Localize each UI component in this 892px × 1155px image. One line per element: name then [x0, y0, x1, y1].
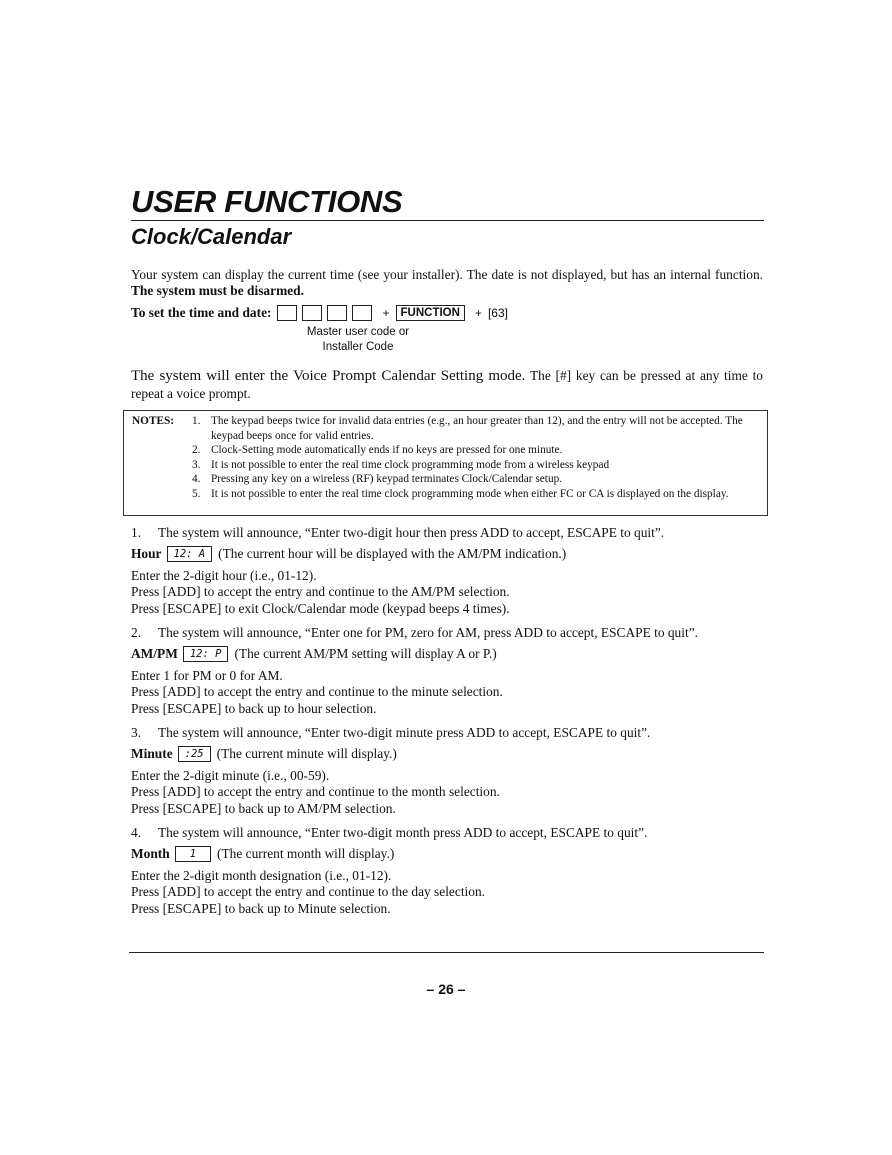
instruction-line: Press [ESCAPE] to back up to AM/PM selection. [131, 800, 396, 816]
step-4-instructions [131, 868, 485, 917]
lcd-display: 12: P [183, 646, 229, 662]
caption-line: Master user code or [306, 326, 410, 338]
field-label: AM/PM [131, 646, 178, 661]
note-number: 1. [192, 415, 201, 427]
section-title: Clock/Calendar [131, 224, 292, 249]
lcd-display: 12: A [167, 546, 213, 562]
field-label: Minute [131, 746, 173, 761]
step-number: 1. [131, 525, 142, 540]
step-2-display-row [131, 645, 497, 663]
note-item [192, 487, 762, 502]
voice-text-large: The system will enter the Voice Prompt Calendar Setting mode. [131, 368, 526, 384]
note-item [192, 458, 762, 473]
step-2-instructions [131, 668, 503, 717]
lcd-display: 1 [175, 846, 211, 862]
step-text: The system will announce, “Enter two-digit hour then press ADD to accept, ESCAPE to quit”. [158, 525, 665, 540]
instruction-line: Enter the 2-digit minute (i.e., 00-59). [131, 768, 330, 783]
footer-divider [129, 952, 764, 953]
note-number: 3. [192, 458, 201, 471]
function-code: [63] [487, 306, 508, 320]
set-time-sequence [131, 303, 508, 323]
plus-sign: + [382, 306, 390, 320]
instruction-line: Enter the 2-digit month designation (i.e., 01-12). [131, 868, 392, 883]
code-caption [303, 325, 413, 355]
note-item [192, 443, 762, 458]
page-number: – 26 – [426, 981, 466, 997]
instruction-line: Press [ADD] to accept the entry and continue to the month selection. [131, 784, 500, 800]
step-2-announce [131, 625, 698, 641]
step-number: 4. [131, 825, 142, 840]
voice-text-small: The [#] key can be pressed at any time to repeat a voice prompt. [131, 368, 763, 401]
note-number: 4. [192, 473, 201, 485]
instruction-line: Enter 1 for PM or 0 for AM. [131, 668, 283, 683]
note-text: Clock-Setting mode automatically ends if no keys are pressed for one minute. [211, 444, 563, 456]
note-text: Pressing any key on a wireless (RF) keypad terminates Clock/Calendar setup. [211, 473, 563, 485]
intro-bold-text: The system must be disarmed. [131, 283, 304, 298]
step-text: The system will announce, “Enter two-digit minute press ADD to accept, ESCAPE to quit”. [158, 725, 651, 740]
code-digit-box-3 [327, 305, 347, 321]
instruction-line: Press [ADD] to accept the entry and continue to the day selection. [131, 884, 485, 900]
display-note: (The current minute will display.) [216, 746, 397, 761]
instruction-line: Press [ESCAPE] to exit Clock/Calendar mode (keypad beeps 4 times). [131, 600, 510, 616]
note-number: 2. [192, 444, 201, 456]
lcd-display: :25 [178, 746, 211, 762]
title-divider [131, 220, 764, 221]
page-title: USER FUNCTIONS [131, 184, 403, 219]
note-text: It is not possible to enter the real time clock programming mode when either FC or CA is displayed on the display. [211, 487, 729, 500]
note-text: The keypad beeps twice for invalid data entries (e.g., an hour greater than 12), and the entry will not be accepted. The keypad beeps once for valid entries. [211, 415, 743, 442]
field-label: Hour [131, 546, 162, 561]
voice-prompt-paragraph [131, 367, 763, 402]
field-label: Month [131, 846, 170, 861]
step-1-instructions [131, 568, 510, 617]
step-3-display-row [131, 745, 397, 763]
step-1-announce [131, 525, 664, 541]
note-item [192, 414, 762, 443]
step-3-announce [131, 725, 650, 741]
display-note: (The current AM/PM setting will display A or P.) [234, 646, 497, 661]
step-1-display-row [131, 545, 566, 563]
notes-box [123, 410, 768, 516]
intro-paragraph [131, 267, 763, 299]
note-text: It is not possible to enter the real time clock programming mode from a wireless keypad [211, 458, 610, 471]
note-item [192, 472, 762, 487]
set-time-label: To set the time and date: [131, 305, 272, 320]
code-digit-box-4 [352, 305, 372, 321]
step-3-instructions [131, 768, 500, 817]
step-4-display-row [131, 845, 394, 863]
caption-line: Installer Code [322, 341, 394, 353]
plus-sign: + [474, 306, 482, 320]
notes-label: NOTES: [132, 415, 175, 427]
instruction-line: Press [ADD] to accept the entry and continue to the AM/PM selection. [131, 584, 510, 600]
function-key: FUNCTION [396, 305, 465, 321]
instruction-line: Press [ESCAPE] to back up to hour selection. [131, 700, 377, 716]
step-4-announce [131, 825, 647, 841]
notes-list [192, 414, 762, 501]
instruction-line: Press [ADD] to accept the entry and continue to the minute selection. [131, 684, 503, 700]
display-note: (The current hour will be displayed with the AM/PM indication.) [218, 546, 567, 561]
instruction-line: Press [ESCAPE] to back up to Minute selection. [131, 900, 391, 916]
note-number: 5. [192, 487, 201, 500]
display-note: (The current month will display.) [217, 846, 395, 861]
step-text: The system will announce, “Enter one for PM, zero for AM, press ADD to accept, ESCAPE to quit”. [158, 625, 698, 640]
code-digit-box-2 [302, 305, 322, 321]
step-text: The system will announce, “Enter two-digit month press ADD to accept, ESCAPE to quit”. [158, 825, 648, 840]
instruction-line: Enter the 2-digit hour (i.e., 01-12). [131, 568, 317, 583]
code-digit-box-1 [277, 305, 297, 321]
intro-text: Your system can display the current time (see your installer). The date is not displayed, but has an internal function. [131, 267, 763, 282]
step-number: 2. [131, 625, 142, 640]
step-number: 3. [131, 725, 142, 740]
